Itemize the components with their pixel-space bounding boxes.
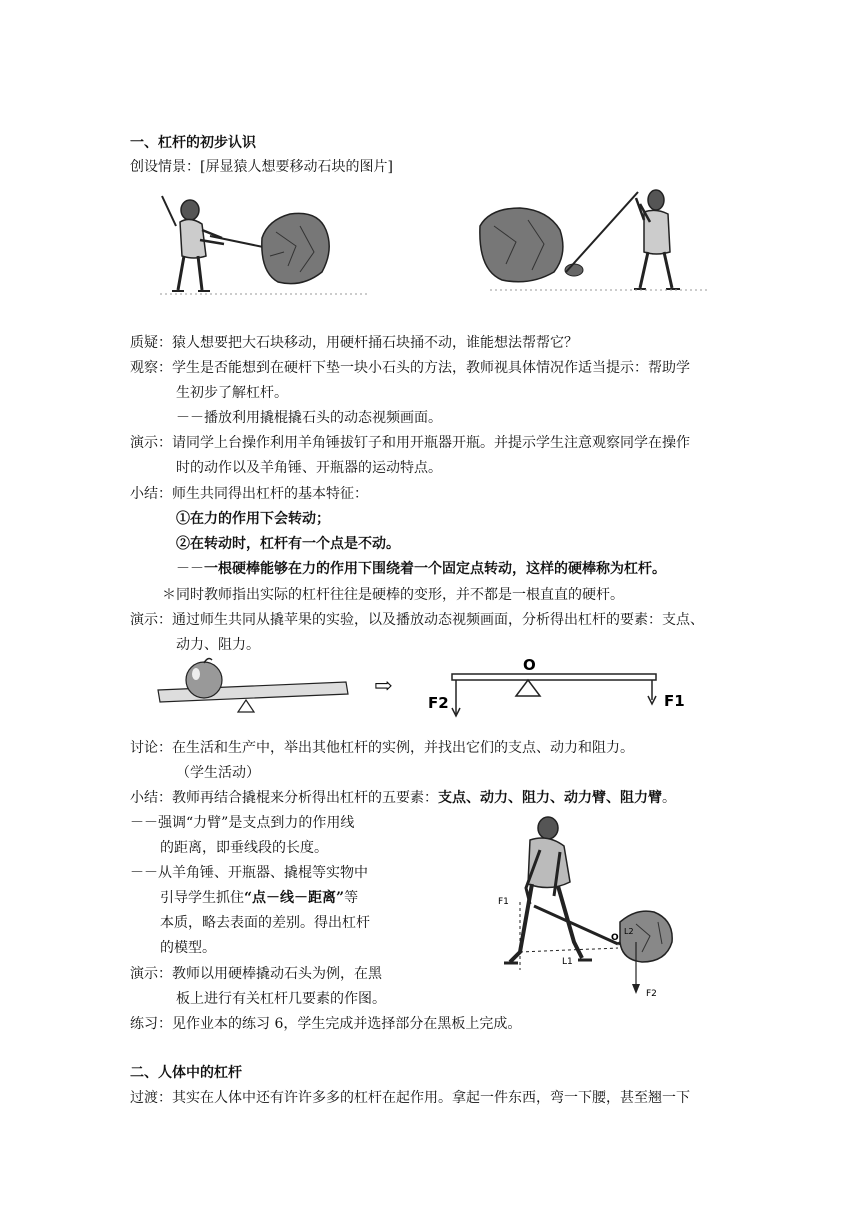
man-crowbar-figure — [490, 812, 690, 1002]
feature-1-text: ①在力的作用下会转动； — [176, 511, 330, 527]
observe-text-line-1: 观察：学生是否能想到在硬杆下垫一块小石头的方法，教师视具体情况作适当提示：帮助学 — [130, 360, 690, 376]
big-rock-right-icon — [480, 208, 563, 282]
discuss-line-1: 讨论：在生活和生产中，举出其他杠杆的实例，并找出它们的支点、动力和阻力。 — [130, 740, 634, 756]
seesaw-fulcrum-icon — [238, 700, 254, 712]
f1-figure-label: F1 — [498, 897, 509, 907]
right-lever — [566, 192, 638, 272]
guide-line-3: 本质，略去表面的差别。得出杠杆 — [160, 915, 370, 931]
l2-figure-label: L2 — [624, 927, 634, 936]
lever-model-diagram — [420, 652, 710, 722]
demo-1-line-2: 时的动作以及羊角锤、开瓶器的运动特点。 — [176, 460, 442, 476]
apple-icon — [186, 659, 222, 698]
discuss-line-2: （学生活动） — [176, 765, 260, 781]
lever-bar — [452, 674, 656, 680]
observe-text-line-3: －－播放利用撬棍撬石头的动态视频画面。 — [176, 410, 442, 426]
demo-3-line-1: 演示：教师以用硬棒撬动石头为例，在黑 — [130, 966, 382, 982]
feature-2-text: ②在转动时，杠杆有一个点是不动。 — [176, 536, 400, 552]
caveman-pushing-rock-illustration — [150, 186, 730, 301]
rock-icon — [620, 911, 672, 962]
f2-figure-arrow-icon — [632, 984, 640, 994]
guide-2-suffix: 等 — [344, 890, 359, 906]
question-text: 质疑：猿人想要把大石块移动，用硬杆捅石块捅不动，谁能想法帮帮它？ — [130, 335, 578, 351]
observe-text-line-2: 生初步了解杠杆。 — [176, 385, 288, 401]
lever-definition — [176, 559, 666, 579]
f2-figure-label: F2 — [646, 989, 657, 999]
crowbar — [534, 906, 618, 944]
fulcrum-triangle-icon — [516, 680, 540, 696]
l1-figure-label: L1 — [562, 957, 573, 967]
note-text: ＊同时教师指出实际的杠杆往往是硬棒的变形，并不都是一根直直的硬杆。 — [162, 587, 624, 603]
demo-2-line-2: 动力、阻力。 — [176, 637, 260, 653]
fulcrum-label: O — [523, 656, 536, 674]
demo-1-line-1: 演示：请同学上台操作利用羊角锤拔钉子和用开瓶器开瓶。并提示学生注意观察同学在操作 — [130, 435, 690, 451]
summary-1-text: 小结：师生共同得出杠杆的基本特征： — [130, 486, 368, 502]
guide-line-1: －－从羊角锤、开瓶器、撬棍等实物中 — [130, 865, 368, 881]
section-1-heading: 一、杠杆的初步认识 — [130, 135, 256, 151]
man-icon — [504, 817, 592, 963]
emphasis-line-2: 的距离，即垂线段的长度。 — [160, 840, 328, 856]
intro-text: 创设情景：[屏显猿人想要移动石块的图片] — [130, 159, 393, 175]
section-2-heading: 二、人体中的杠杆 — [130, 1065, 242, 1081]
summary-2-suffix: 。 — [662, 790, 676, 806]
caveman-left-icon — [162, 196, 224, 291]
demo-3-line-2: 板上进行有关杠杆几要素的作图。 — [176, 991, 386, 1007]
definition-text: 一根硬棒能够在力的作用下围绕着一个固定点转动，这样的硬棒称为杠杆。 — [204, 561, 666, 577]
summary-2-text — [130, 788, 676, 808]
guide-line-4: 的模型。 — [160, 940, 216, 956]
f2-label: F2 — [428, 694, 449, 712]
exercise-text: 练习：见作业本的练习 6，学生完成并选择部分在黑板上完成。 — [130, 1016, 522, 1032]
emphasis-line-1: －－强调“力臂”是支点到力的作用线 — [130, 815, 355, 831]
transform-arrow-icon: ⇨ — [374, 674, 393, 699]
guide-line-2 — [160, 888, 358, 908]
demo-2-line-1: 演示：通过师生共同从撬苹果的实验，以及播放动态视频画面，分析得出杠杆的要素：支点、 — [130, 612, 704, 628]
big-rock-left-icon — [262, 213, 329, 283]
transition-text: 过渡：其实在人体中还有许许多多的杠杆在起作用。拿起一件东西，弯一下腰，甚至翘一下 — [130, 1090, 690, 1106]
caveman-right-icon — [634, 190, 680, 289]
apple-seesaw-illustration — [150, 658, 360, 718]
o-figure-label: O — [611, 933, 619, 943]
guide-2-prefix: 引导学生抓住 — [160, 890, 244, 906]
f1-label: F1 — [664, 692, 685, 710]
summary-2-prefix: 小结：教师再结合撬棍来分析得出杠杆的五要素： — [130, 790, 438, 806]
point-line-distance: “点－线－距离” — [244, 890, 345, 906]
definition-prefix: －－ — [176, 561, 204, 577]
five-elements: 支点、动力、阻力、动力臂、阻力臂 — [438, 790, 662, 806]
